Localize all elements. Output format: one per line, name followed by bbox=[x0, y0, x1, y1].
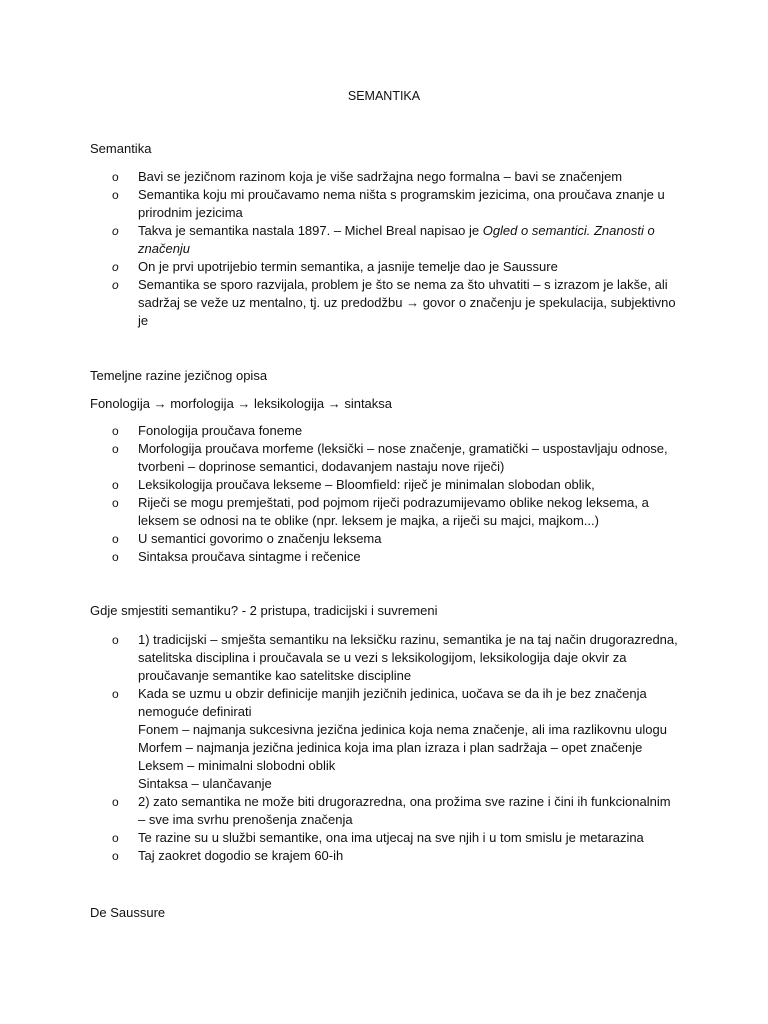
list-item: o Semantika koju mi proučavamo nema ništa s programskim jezicima, ona proučava znanje u prirodnim jezicima bbox=[112, 187, 665, 220]
bullet-icon: o bbox=[112, 633, 119, 647]
list-item: o Takva je semantika nastala 1897. – Michel Breal napisao je Ogled o semantici. Znanosti o značenju bbox=[112, 223, 655, 256]
bullet-icon: o bbox=[112, 170, 119, 184]
bullet-icon: o bbox=[112, 532, 119, 546]
bullet-icon: o bbox=[112, 687, 119, 701]
bullet-icon: o bbox=[112, 260, 119, 274]
list-item: o Te razine su u službi semantike, ona ima utjecaj na sve njih i u tom smislu je metarazina bbox=[112, 830, 644, 845]
page-title: SEMANTIKA bbox=[347, 89, 421, 103]
bullet-icon: o bbox=[112, 795, 119, 809]
bullet-icon: o bbox=[112, 831, 119, 845]
list-item: o 2) zato semantika ne može biti drugorazredna, ona prožima sve razine i čini ih funkcionalnim – sve ima svrhu prenošenja značenja bbox=[112, 794, 671, 827]
section-heading-razine: Temeljne razine jezičnog opisa bbox=[90, 368, 268, 383]
bullet-icon: o bbox=[112, 224, 119, 238]
list-item: o Riječi se mogu premještati, pod pojmom riječi podrazumijevamo oblike nekog leksema, a leksem se odnosi na te oblike (npr. leksem je majka, a riječi su majci, majkom...) bbox=[112, 495, 649, 528]
section-heading-semantika: Semantika bbox=[90, 141, 152, 156]
bullet-list-semantika bbox=[112, 168, 682, 330]
list-item: o Bavi se jezičnom razinom koja je više sadržajna nego formalna – bavi se značenjem bbox=[112, 169, 623, 184]
section-heading-saussure: De Saussure bbox=[90, 905, 166, 920]
list-item: o Leksikologija proučava lekseme – Bloomfield: riječ je minimalan slobodan oblik, bbox=[112, 477, 595, 492]
section-subheading-razine: Fonologija → morfologija → leksikologija → sintaksa bbox=[90, 396, 393, 411]
bullet-list-pristupi bbox=[112, 631, 682, 865]
list-item: o Fonologija proučava foneme bbox=[112, 423, 303, 438]
list-item: o Sintaksa proučava sintagme i rečenice bbox=[112, 549, 361, 564]
bullet-icon: o bbox=[112, 278, 119, 292]
list-item: o 1) tradicijski – smješta semantiku na leksičku razinu, semantika je na taj način drugorazredna, satelitska disciplina i proučavala se u vezi s leksikologijom, leksikologija daje okvir za proučavanje semantike kao satelitske discipline bbox=[112, 632, 678, 683]
list-item: o U semantici govorimo o značenju leksema bbox=[112, 531, 382, 546]
section-heading-pristupi: Gdje smjestiti semantiku? - 2 pristupa, tradicijski i suvremeni bbox=[90, 603, 438, 618]
list-item: o Semantika se sporo razvijala, problem je što se nema za što uhvatiti – s izrazom je lakše, ali sadržaj se veže uz mentalno, tj. uz predodžbu → govor o značenju je spekulacija, subjektivno je bbox=[112, 277, 676, 328]
bullet-icon: o bbox=[112, 188, 119, 202]
list-item: o Kada se uzmu u obzir definicije manjih jezičnih jedinica, uočava se da ih je bez značenja nemoguće definirati Fonem – najmanja sukcesivna jezična jedinica koja nema značenje, ali ima razlikovnu ulogu Morfem – najmanja jezična jedinica koja ima plan izraza i plan sadržaja – opet značenje Leksem – minimalni slobodni oblik Sintaksa – ulančavanje bbox=[112, 686, 667, 791]
bullet-icon: o bbox=[112, 424, 119, 438]
bullet-icon: o bbox=[112, 849, 119, 863]
bullet-icon: o bbox=[112, 496, 119, 510]
bullet-icon: o bbox=[112, 478, 119, 492]
bullet-list-razine bbox=[112, 422, 682, 566]
list-item: o On je prvi upotrijebio termin semantika, a jasnije temelje dao je Saussure bbox=[112, 259, 558, 274]
list-item: o Taj zaokret dogodio se krajem 60-ih bbox=[112, 848, 344, 863]
bullet-icon: o bbox=[112, 550, 119, 564]
bullet-icon: o bbox=[112, 442, 119, 456]
list-item: o Morfologija proučava morfeme (leksički – nose značenje, gramatički – uspostavljaju odnose, tvorbeni – doprinose semantici, dodavanjem nastaju nove riječi) bbox=[112, 441, 668, 474]
